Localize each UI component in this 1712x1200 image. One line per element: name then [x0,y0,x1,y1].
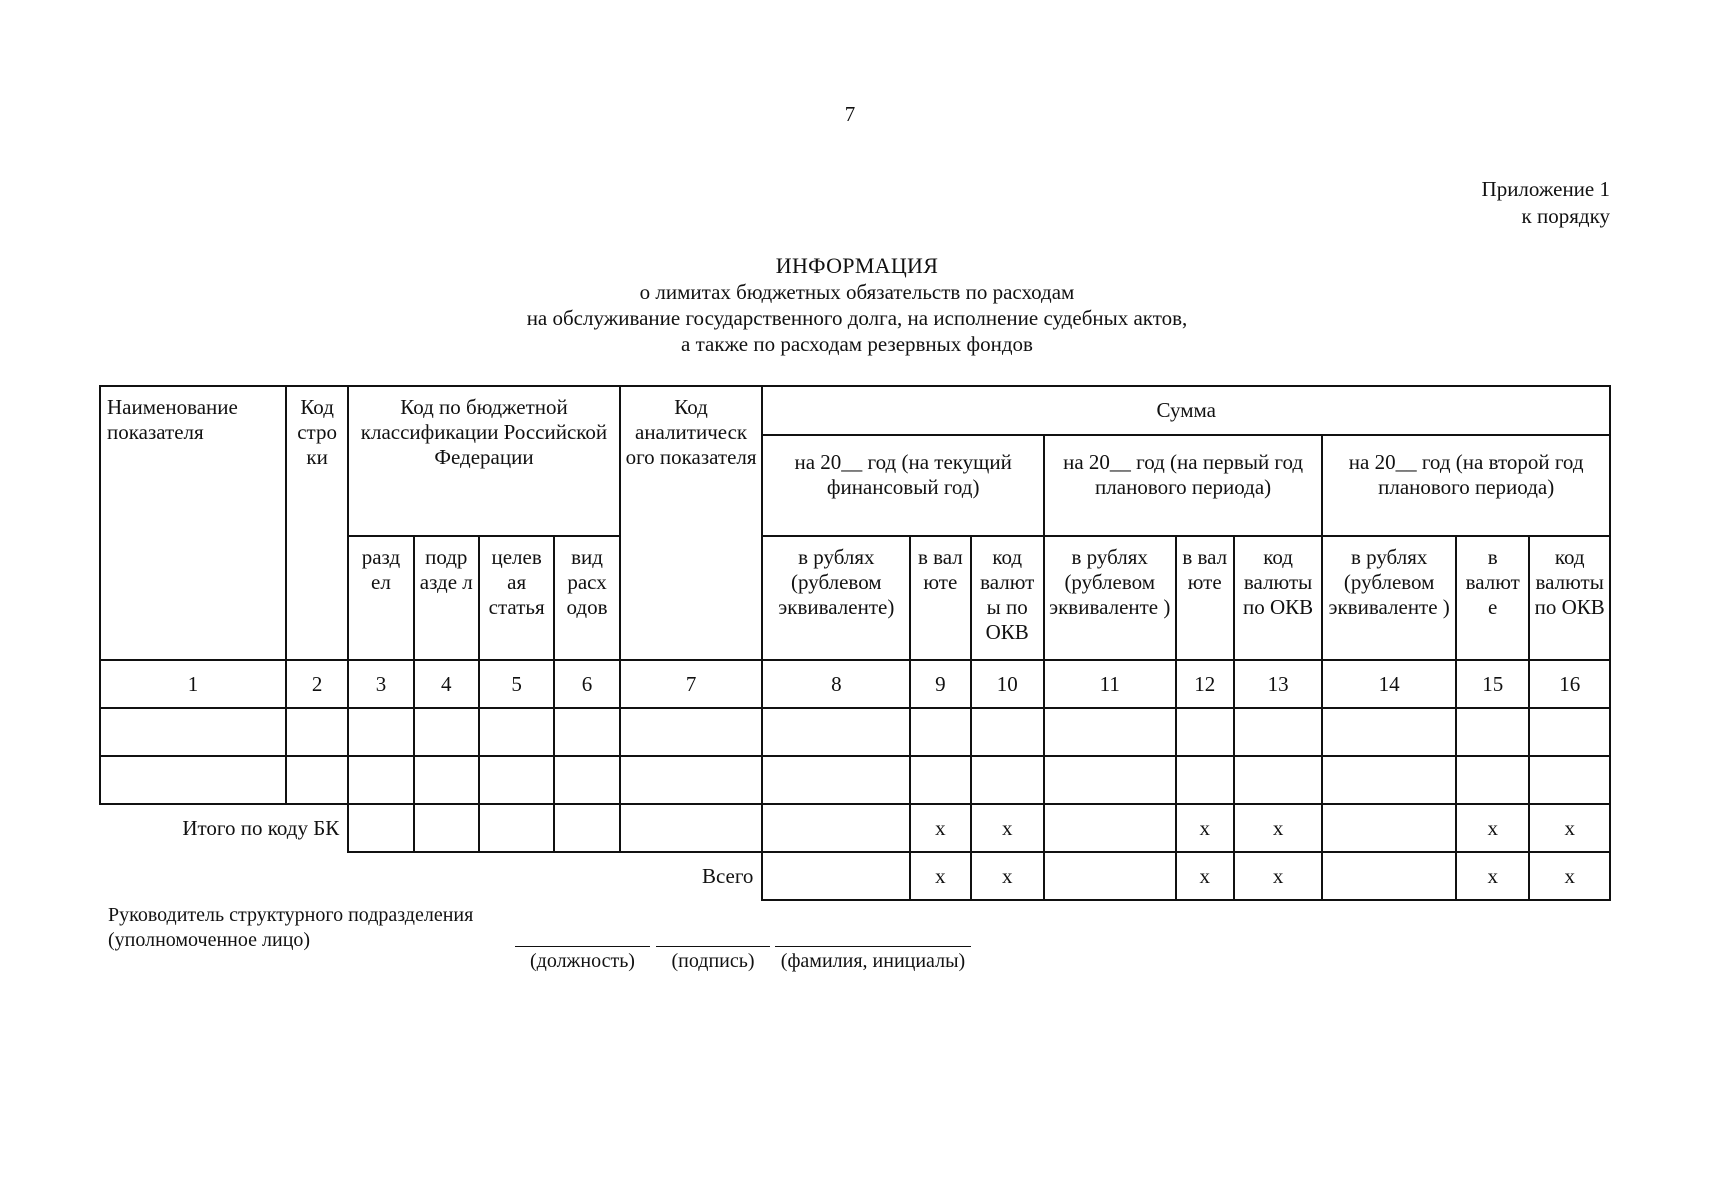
column-number: 2 [286,660,348,708]
empty-cell[interactable] [762,804,910,852]
appendix-note [1482,176,1610,230]
column-number: 13 [1234,660,1322,708]
signatory-subtitle: (уполномоченное лицо) [108,929,311,951]
column-number: 10 [971,660,1044,708]
empty-cell[interactable] [1044,804,1176,852]
column-number: 9 [910,660,970,708]
empty-cell[interactable] [971,756,1044,804]
column-number: 7 [620,660,763,708]
empty-cell[interactable] [286,708,348,756]
column-number: 12 [1176,660,1234,708]
empty-cell[interactable] [348,756,413,804]
header-sum: Сумма [762,386,1610,435]
title-line-3: а также по расходам резервных фондов [681,332,1033,356]
empty-cell[interactable] [414,804,479,852]
column-number: 14 [1322,660,1456,708]
grand-total-row [100,852,1610,900]
empty-cell[interactable] [1176,756,1234,804]
empty-cell[interactable] [100,708,286,756]
column-number: 8 [762,660,910,708]
empty-cell[interactable] [762,708,910,756]
empty-cell[interactable] [910,708,970,756]
cross-mark: x [1456,852,1529,900]
header-section: разд ел [348,536,413,660]
title-heading: ИНФОРМАЦИЯ [775,253,939,278]
empty-cell[interactable] [1044,708,1176,756]
empty-cell[interactable] [1322,804,1456,852]
column-number: 3 [348,660,413,708]
empty-cell[interactable] [554,804,619,852]
cross-mark: x [971,804,1044,852]
header-year-plan-2: на 20__ год (на второй год планового периода) [1322,435,1610,536]
header-y2-rubles: в рублях (рублевом эквиваленте ) [1044,536,1176,660]
empty-cell[interactable] [1322,852,1456,900]
empty-cell[interactable] [620,804,763,852]
empty-cell[interactable] [620,756,763,804]
header-analytic-code: Код аналитическ ого показателя [620,386,763,660]
column-number: 1 [100,660,286,708]
cross-mark: x [1234,804,1322,852]
empty-cell[interactable] [762,756,910,804]
limits-table [99,385,1611,901]
header-y2-currency-code: код валюты по ОКВ [1234,536,1322,660]
header-y3-currency: в валют е [1456,536,1529,660]
header-y1-rubles: в рублях (рублевом эквиваленте) [762,536,910,660]
empty-cell[interactable] [348,708,413,756]
header-year-plan-1: на 20__ год (на первый год планового периода) [1044,435,1322,536]
cross-mark: x [1234,852,1322,900]
empty-cell[interactable] [1044,756,1176,804]
position-line[interactable] [515,946,650,947]
column-number: 4 [414,660,479,708]
total-by-bk-row [100,804,1610,852]
title-line-2: на обслуживание государственного долга, на исполнение судебных актов, [526,306,1188,330]
appendix-line-2: к порядку [1521,204,1610,228]
empty-cell[interactable] [1322,708,1456,756]
cross-mark: x [910,804,970,852]
header-target-article: целев ая статья [479,536,554,660]
cross-mark: x [1456,804,1529,852]
empty-cell[interactable] [1044,852,1176,900]
signature-caption: (подпись) [671,950,755,972]
empty-cell[interactable] [1234,756,1322,804]
column-number: 15 [1456,660,1529,708]
empty-cell[interactable] [1234,708,1322,756]
header-y3-rubles: в рублях (рублевом эквиваленте ) [1322,536,1456,660]
header-y1-currency-code: код валют ы по ОКВ [971,536,1044,660]
name-caption: (фамилия, инициалы) [780,950,966,972]
page-number: 7 [844,102,856,126]
empty-cell[interactable] [554,708,619,756]
table-row [100,708,1610,756]
appendix-line-1: Приложение 1 [1481,177,1610,201]
grand-total-label: Всего [701,864,754,888]
empty-cell[interactable] [479,708,554,756]
empty-cell[interactable] [1456,756,1529,804]
empty-cell[interactable] [1529,708,1610,756]
empty-cell[interactable] [479,804,554,852]
header-expense-type: вид расх одов [554,536,619,660]
position-caption: (должность) [530,950,635,972]
total-by-bk-label: Итого по коду БК [182,816,340,840]
empty-cell[interactable] [1322,756,1456,804]
empty-cell[interactable] [414,708,479,756]
empty-cell[interactable] [1529,756,1610,804]
column-number: 6 [554,660,619,708]
header-year-current: на 20__ год (на текущий финансовый год) [762,435,1043,536]
title-line-1: о лимитах бюджетных обязательств по расходам [639,280,1075,304]
column-number: 11 [1044,660,1176,708]
document-title [440,253,1274,357]
header-subsection: подр азде л [414,536,479,660]
cross-mark: x [910,852,970,900]
header-name: Наименование показателя [100,386,286,660]
empty-cell[interactable] [348,804,413,852]
cross-mark: x [1176,804,1234,852]
signatory-title: Руководитель структурного подразделения [108,904,474,926]
empty-cell[interactable] [286,756,348,804]
signatory-block [108,903,473,953]
header-row-code: Код стро ки [286,386,348,660]
column-number: 16 [1529,660,1610,708]
empty-cell[interactable] [554,756,619,804]
header-budget-code: Код по бюджетной классификации Российской Федерации [348,386,619,536]
cross-mark: x [971,852,1044,900]
empty-cell[interactable] [910,756,970,804]
cross-mark: x [1176,852,1234,900]
empty-cell[interactable] [620,708,763,756]
empty-cell[interactable] [971,708,1044,756]
empty-cell[interactable] [414,756,479,804]
cross-mark: x [1529,804,1610,852]
empty-cell[interactable] [762,852,910,900]
header-y1-currency: в вал юте [910,536,970,660]
empty-cell[interactable] [479,756,554,804]
column-number: 5 [479,660,554,708]
name-line[interactable] [775,946,971,947]
signature-line[interactable] [656,946,770,947]
header-y2-currency: в вал юте [1176,536,1234,660]
empty-cell[interactable] [100,756,286,804]
table-row [100,756,1610,804]
header-y3-currency-code: код валюты по ОКВ [1529,536,1610,660]
empty-cell[interactable] [1176,708,1234,756]
cross-mark: x [1529,852,1610,900]
empty-cell[interactable] [1456,708,1529,756]
